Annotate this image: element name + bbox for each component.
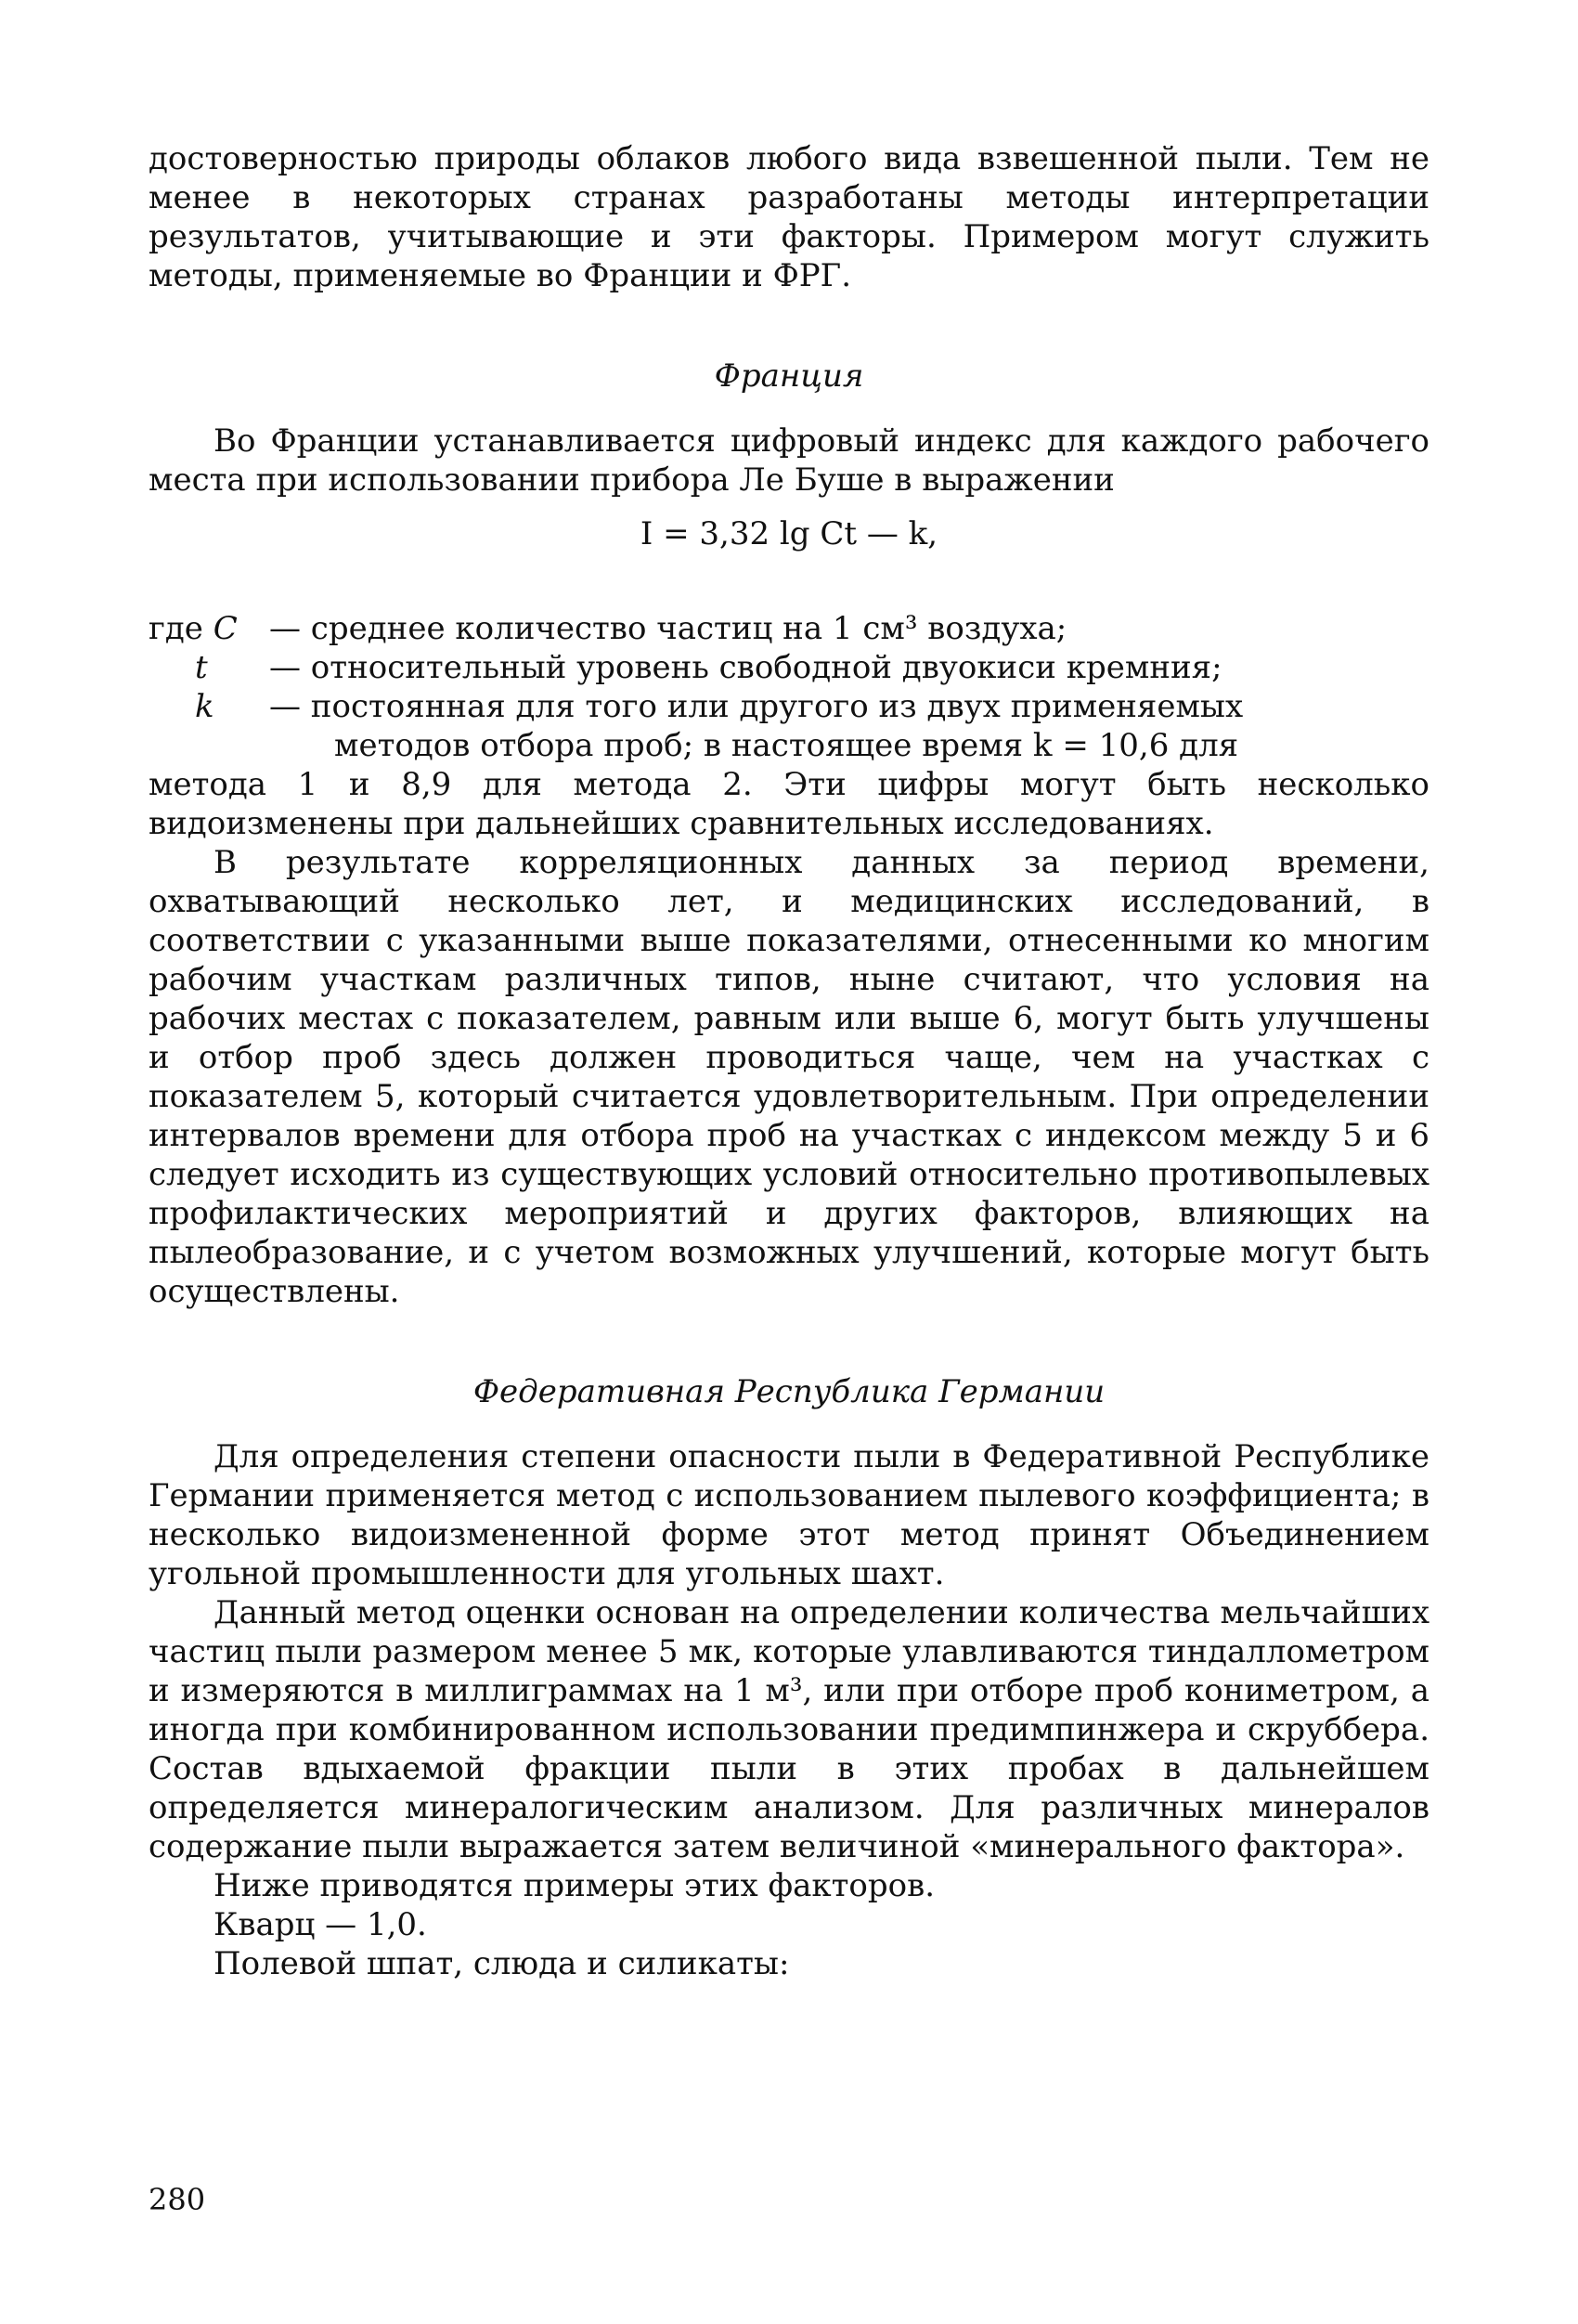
- definition-symbol-c: C: [213, 610, 238, 647]
- paragraph-france-results: В результате корреляционных данных за период времени, охватывающий несколько лет, и медицинских исследований, в соответствии с указанными выше показателями, отнесенными ко многим рабочим участкам различных типов, ныне считают, что условия на рабочих местах с показателем, равным или выше 6, могут быть улучшены и отбор проб здесь должен проводиться чаще, чем на участках с показателем 5, который считается удовлетворительным. При определении интервалов времени для отбора проб на участках с индексом между 5 и 6 следует исходить из существующих условий относительно противопылевых профилактических мероприятий и других факторов, влияющих на пылеобразование, и с учетом возможных улучшений, которые могут быть осуществлены.: [149, 844, 1429, 1310]
- paragraph-germany-2: Данный метод оценки основан на определении количества мельчайших частиц пыли размером менее 5 мк, которые улавливаются тиндаллометром и измеряются в миллиграммах на 1 м³, или при отборе проб кониметром, а иногда при комбинированном использовании предимпинжера и скруббера. Состав вдыхаемой фракции пыли в этих пробах в дальнейшем определяется минералогическим анализом. Для различных минералов содержание пыли выражается затем величиной «минерального фактора».: [149, 1594, 1429, 1865]
- paragraph-france-intro: Во Франции устанавливается цифровый индекс для каждого рабочего места при использовании прибора Ле Буше в выражении: [149, 422, 1429, 499]
- definition-symbol-t: t: [195, 649, 208, 686]
- definition-t: [149, 648, 1429, 687]
- line-quartz: Кварц — 1,0.: [213, 1906, 427, 1943]
- definition-prefix: [149, 609, 269, 648]
- page-number: 280: [149, 2182, 206, 2217]
- line-feldspar: Полевой шпат, слюда и силикаты:: [213, 1945, 790, 1982]
- page-body: [149, 139, 1429, 1983]
- formula-index: I = 3,32 lg Ct — k,: [640, 515, 938, 552]
- definition-text-t: — относительный уровень свободной двуокиси кремния;: [269, 649, 1222, 686]
- definition-prefix-word: где: [149, 610, 203, 647]
- formula-definitions: [149, 609, 1429, 843]
- definition-text-c: — среднее количество частиц на 1 см³ воздуха;: [269, 610, 1067, 647]
- section-heading-germany: Федеративная Республика Германии: [472, 1373, 1106, 1410]
- definition-symbol-k: k: [195, 688, 214, 725]
- definition-k-continuation-2: метода 1 и 8,9 для метода 2. Эти цифры могут быть несколько видоизменены при дальнейших сравнительных исследованиях.: [149, 766, 1429, 842]
- section-heading-france: Франция: [714, 357, 864, 395]
- paragraph-intro: достоверностью природы облаков любого вида взвешенной пыли. Тем не менее в некоторых странах разработаны методы интерпретации результатов, учитывающие и эти факторы. Примером могут служить методы, применяемые во Франции и ФРГ.: [149, 140, 1429, 294]
- definition-k-continuation-1: методов отбора проб; в настоящее время k = 10,6 для: [334, 727, 1239, 764]
- definition-k: [149, 687, 1429, 726]
- definition-text-k: — постоянная для того или другого из двух применяемых: [269, 688, 1244, 725]
- paragraph-germany-1: Для определения степени опасности пыли в Федеративной Республике Германии применяется метод с использованием пылевого коэффициента; в несколько видоизмененной форме этот метод принят Объединением угольной промышленности для угольных шахт.: [149, 1438, 1429, 1592]
- line-examples: Ниже приводятся примеры этих факторов.: [213, 1867, 936, 1904]
- definition-c: [149, 609, 1429, 648]
